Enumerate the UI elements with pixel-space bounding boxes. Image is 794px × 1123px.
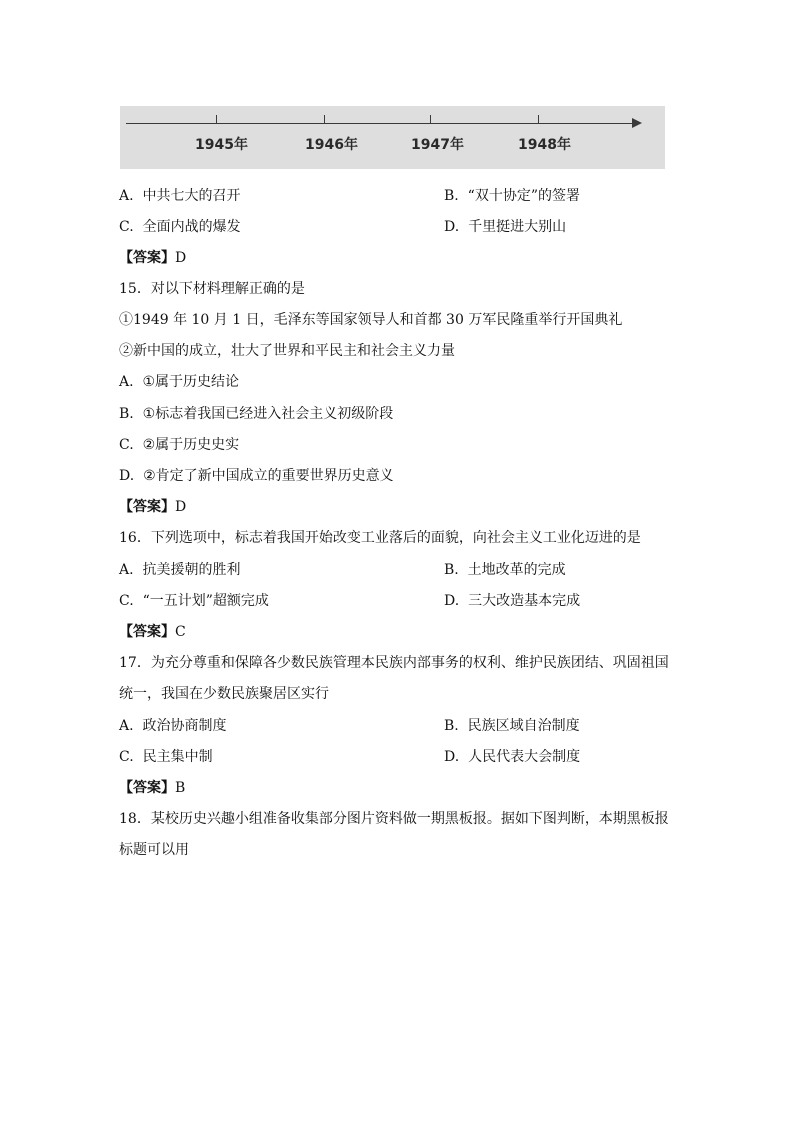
q17-option-c: C. 民主集中制 <box>119 749 213 765</box>
q17-option-b: B. 民族区域自治制度 <box>444 718 580 734</box>
q16-option-d: D. 三大改造基本完成 <box>444 593 581 609</box>
q17-stem-line1: 17．为充分尊重和保障各少数民族管理本民族内部事务的权利、维护民族团结、巩固祖国 <box>119 655 669 671</box>
q15-stem: 15．对以下材料理解正确的是 <box>119 281 305 297</box>
timeline-image <box>120 106 665 169</box>
arrow-right-icon <box>632 118 642 128</box>
timeline-year-label: 1946年 <box>305 137 358 153</box>
q15-material-1: ①1949 年 10 月 1 日，毛泽东等国家领导人和首都 30 万军民隆重举行开国典礼 <box>119 312 623 328</box>
q14-option-b: B. “双十协定”的签署 <box>444 188 580 204</box>
timeline-tick <box>430 115 431 124</box>
q14-option-d: D. 千里挺进大别山 <box>444 219 567 235</box>
timeline-axis <box>126 123 636 124</box>
timeline-year-label: 1945年 <box>195 137 248 153</box>
q17-option-d: D. 人民代表大会制度 <box>444 749 581 765</box>
timeline-year-label: 1947年 <box>411 137 464 153</box>
q15-material-2: ②新中国的成立，壮大了世界和平民主和社会主义力量 <box>119 343 455 359</box>
q17-option-a: A. 政治协商制度 <box>119 718 227 734</box>
q18-stem-line2: 标题可以用 <box>119 842 189 858</box>
q18-stem-line1: 18．某校历史兴趣小组准备收集部分图片资料做一期黑板报。据如下图判断，本期黑板报 <box>119 811 669 827</box>
q15-answer: 【答案】D <box>119 499 187 515</box>
q16-option-c: C. “一五计划”超额完成 <box>119 593 269 609</box>
q16-stem: 16．下列选项中，标志着我国开始改变工业落后的面貌，向社会主义工业化迈进的是 <box>119 530 641 546</box>
q15-option-c: C. ②属于历史史实 <box>119 437 240 453</box>
q15-option-a: A. ①属于历史结论 <box>119 374 240 390</box>
q14-option-a: A. 中共七大的召开 <box>119 188 241 204</box>
q17-stem-line2: 统一，我国在少数民族聚居区实行 <box>119 686 329 702</box>
q15-option-d: D. ②肯定了新中国成立的重要世界历史意义 <box>119 468 394 484</box>
q16-option-a: A. 抗美援朝的胜利 <box>119 562 241 578</box>
timeline-year-label: 1948年 <box>518 137 571 153</box>
q15-option-b: B. ①标志着我国已经进入社会主义初级阶段 <box>119 406 394 422</box>
timeline-tick <box>216 115 217 124</box>
q17-answer: 【答案】B <box>119 780 186 796</box>
q14-option-c: C. 全面内战的爆发 <box>119 219 241 235</box>
q16-answer: 【答案】C <box>119 624 186 640</box>
q14-answer: 【答案】D <box>119 250 187 266</box>
timeline-tick <box>324 115 325 124</box>
q16-option-b: B. 土地改革的完成 <box>444 562 566 578</box>
timeline-tick <box>538 115 539 124</box>
